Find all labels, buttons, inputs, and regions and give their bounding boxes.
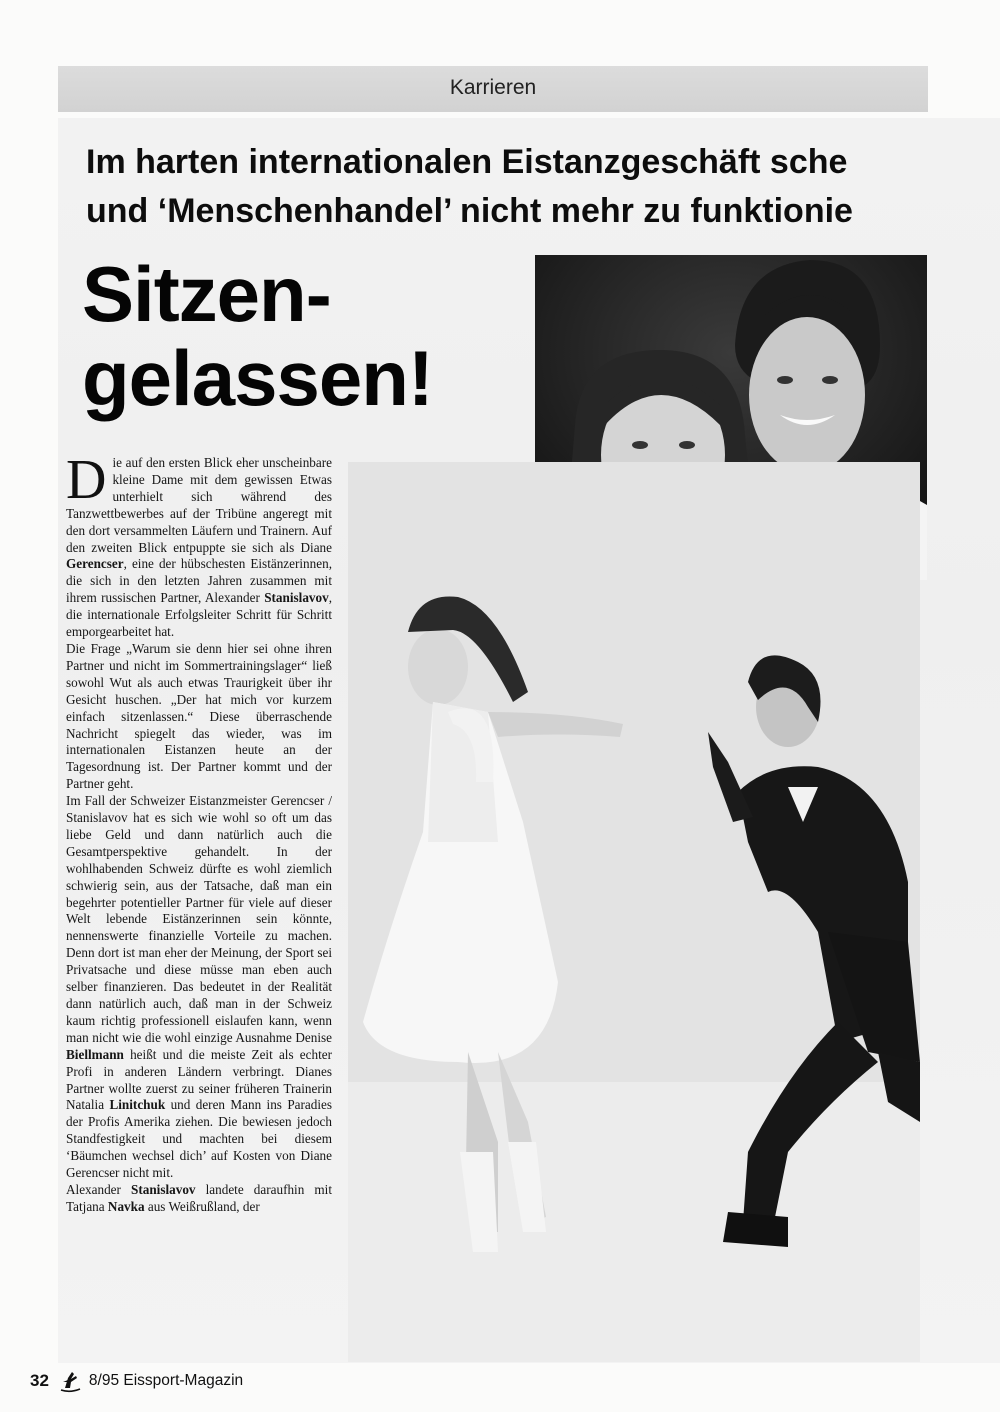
- highlight-name: Stanislavov: [264, 590, 329, 606]
- highlight-name: Navka: [107, 1198, 145, 1214]
- headline: [86, 138, 1000, 238]
- skater-logo-icon: [57, 1368, 83, 1394]
- article-paragraph-4: [66, 1182, 332, 1216]
- article-text: aus Weißrußland, der: [144, 1198, 260, 1214]
- highlight-name: Stanislavov: [131, 1181, 196, 1197]
- headline-line-2: und ‘Menschenhandel’ nicht mehr zu funktionie: [86, 192, 853, 230]
- article-text: , eine der hübschesten Eistänzerinnen, die sich in den letzten Jahren zusammen mit ihrem russischen Partner, Alexander: [66, 556, 332, 606]
- highlight-name: Biellmann: [66, 1046, 124, 1062]
- article-text: , die internationale Erfolgsleiter Schritt für Schritt emporgearbeitet hat.: [66, 590, 332, 640]
- article-title: [82, 252, 522, 420]
- article-text: Alexander: [66, 1181, 132, 1197]
- article-text: ie auf den ersten Blick eher unscheinbare kleine Dame mit dem gewissen Etwas unterhielt sich während des Tanzwettbewerbes auf der Tribüne angeregt mit den dort versammelten Läufern und Trainern. Auf den zweiten Blick entpuppte sie sich als Diane: [66, 455, 332, 555]
- article-text: landete daraufhin mit Tatjana: [66, 1181, 332, 1214]
- section-header: [58, 66, 928, 112]
- skating-photo: [348, 462, 920, 1362]
- drop-cap: D: [66, 455, 107, 511]
- page-footer: [30, 1366, 243, 1396]
- highlight-name: Linitchuk: [109, 1097, 166, 1113]
- page-number: 32: [30, 1371, 49, 1390]
- headline-line-1: Im harten internationalen Eistanzgeschäft sche: [86, 143, 848, 181]
- article-title-line-1: Sitzen-: [82, 250, 331, 338]
- article-body: [66, 455, 332, 1345]
- article-paragraph-1: [66, 455, 332, 641]
- article-text: und deren Mann ins Paradies der Profis Amerika ziehen. Die bewiesen jedoch Standfestigkeit und machten bei diesem ‘Bäumchen wechsel dich’ auf Kosten von Diane Gerencser nicht mit.: [66, 1097, 332, 1181]
- publication-name: 8/95 Eissport-Magazin: [88, 1372, 244, 1389]
- article-text: Im Fall der Schweizer Eistanzmeister Gerencser / Stanislavov hat es sich wie wohl so oft um das liebe Geld und dann natürlich auch die Gesamtperspektive gehandelt. In der wohlhabenden Schweiz dürfte es wohl ziemlich schwierig sein, aus der Tatsache, daß man ein begehrter potentieller Partner für viele auf dieser Welt lebende Eistänzerinnen sein könnte, nennenswerte finanzielle Vorteile zu machen. Denn dort ist man eher der Meinung, der Sport sei Privatsache und diese müsse man eben auch selber finanzieren. Das bedeutet in der Realität dann natürlich auch, daß man in der Schweiz kaum richtig professionell eislaufen kann, wenn man nicht wie die wohl einzige Ausnahme Denise: [66, 793, 332, 1045]
- highlight-name: Gerencser: [66, 556, 124, 572]
- article-text: heißt und die meiste Zeit als echter Profi in anderen Ländern verbringt. Dianes Partner wollte zuerst zu seiner früheren Trainerin Natalia: [66, 1046, 332, 1113]
- article-paragraph-2: Die Frage „Warum sie denn hier sei ohne ihren Partner und nicht im Sommertrainingslager“ ließ sowohl Wut als auch etwas Traurigkeit über ihr Gesicht huschen. „Der hat mich vor kurzem einfach sitzenlassen.“ Diese überraschende Nachricht spiegelt das wieder, was im internationalen Eistanzen heute an der Tagesordnung ist. Der Partner kommt und der Partner geht.: [66, 640, 332, 792]
- article-title-line-2: gelassen!: [82, 334, 433, 422]
- skating-photo-drawing: [348, 462, 920, 1362]
- section-label: Karrieren: [449, 76, 537, 99]
- article-paragraph-3: [66, 793, 332, 1182]
